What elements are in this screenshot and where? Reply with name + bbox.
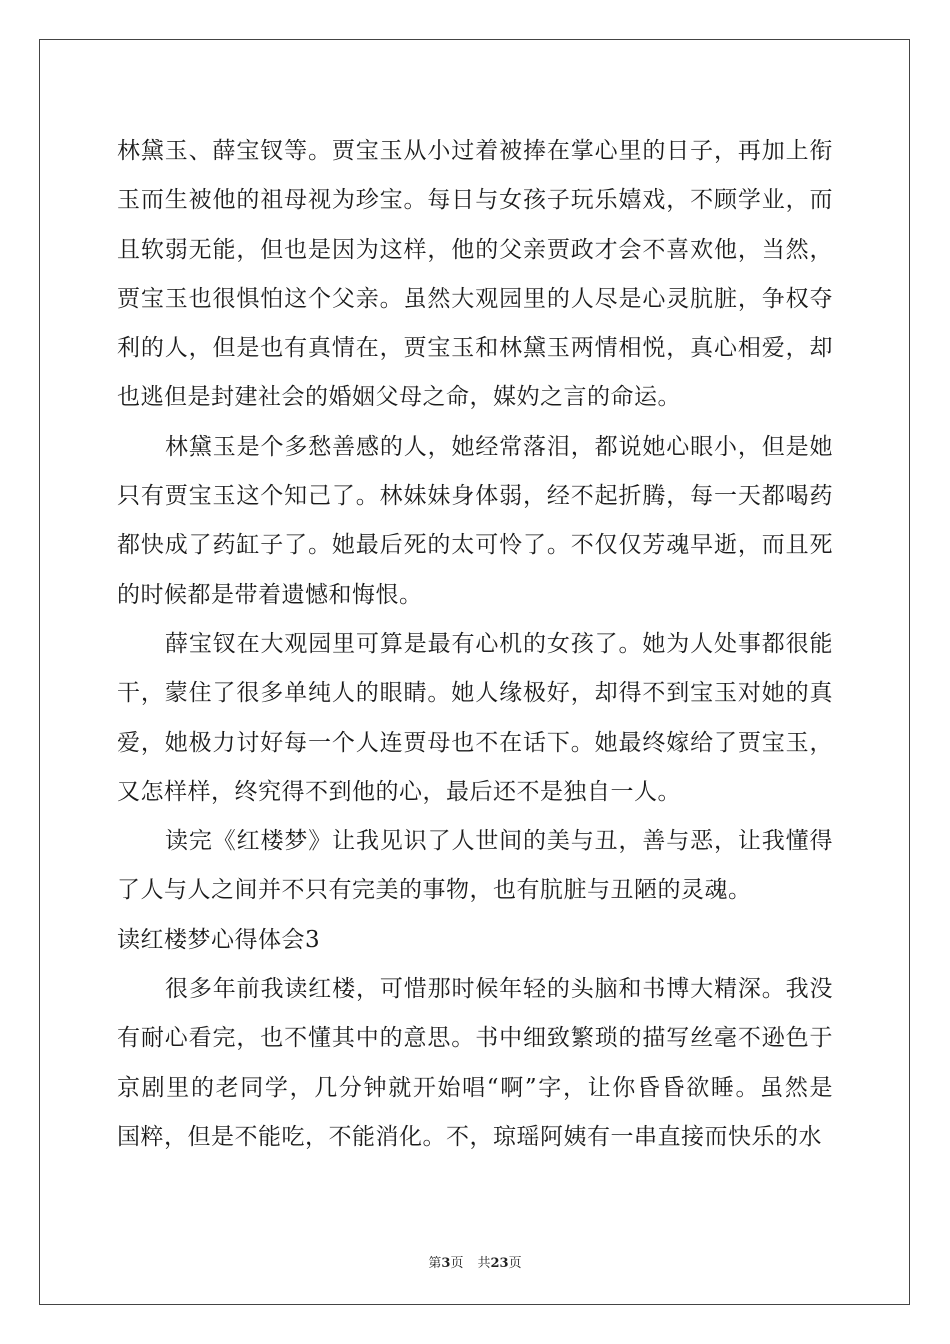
paragraph-line: 很多年前我读红楼，可惜那时候年轻的头脑和书博大精深。我没 <box>165 976 833 1003</box>
document-body <box>117 127 833 1162</box>
paragraph-line: 都快成了药缸子了。她最后死的太可怜了。不仅仅芳魂早逝，而且死 <box>117 532 833 559</box>
section-heading: 读红楼梦心得体会3 <box>117 926 321 953</box>
footer-total-prefix: 共 <box>477 1256 491 1271</box>
paragraph-line: 国粹，但是不能吃，不能消化。不，琼瑶阿姨有一串直接而快乐的水 <box>117 1123 822 1150</box>
paragraph-line: 薛宝钗在大观园里可算是最有心机的女孩了。她为人处事都很能 <box>165 630 833 657</box>
footer-total-pages: 23 <box>490 1256 509 1271</box>
paragraph-line: 干，蒙住了很多单纯人的眼睛。她人缘极好，却得不到宝玉对她的真 <box>117 680 833 707</box>
page-footer <box>0 1252 950 1271</box>
paragraph-line: 只有贾宝玉这个知己了。林妹妹身体弱，经不起折腾，每一天都喝药 <box>117 483 833 510</box>
paragraph-line: 读完《红楼梦》让我见识了人世间的美与丑，善与恶，让我懂得 <box>165 828 833 855</box>
paragraph-line: 京剧里的老同学，几分钟就开始唱“啊”字，让你昏昏欲睡。虽然是 <box>117 1074 833 1101</box>
footer-page-number: 3 <box>441 1256 451 1271</box>
paragraph-line: 的时候都是带着遗憾和悔恨。 <box>117 581 423 608</box>
paragraph-line: 林黛玉是个多愁善感的人，她经常落泪，都说她心眼小，但是她 <box>165 433 833 460</box>
paragraph-line: 又怎样样，终究得不到他的心，最后还不是独自一人。 <box>117 778 681 805</box>
paragraph-line: 贾宝玉也很惧怕这个父亲。虽然大观园里的人尽是心灵肮脏，争权夺 <box>117 285 833 312</box>
footer-page-suffix: 页 <box>450 1256 464 1271</box>
footer-page-prefix: 第 <box>428 1256 442 1271</box>
paragraph-line: 了人与人之间并不只有完美的事物，也有肮脏与丑陋的灵魂。 <box>117 877 752 904</box>
paragraph-line: 也逃但是封建社会的婚姻父母之命，媒妁之言的命运。 <box>117 384 681 411</box>
paragraph-line: 利的人，但是也有真情在，贾宝玉和林黛玉两情相悦，真心相爱，却 <box>117 335 833 362</box>
footer-total-suffix: 页 <box>508 1256 522 1271</box>
paragraph-line: 且软弱无能，但也是因为这样，他的父亲贾政才会不喜欢他，当然， <box>117 236 833 263</box>
paragraph-line: 爱，她极力讨好每一个人连贾母也不在话下。她最终嫁给了贾宝玉， <box>117 729 833 756</box>
paragraph-line: 玉而生被他的祖母视为珍宝。每日与女孩子玩乐嬉戏，不顾学业，而 <box>117 187 833 214</box>
paragraph-line: 有耐心看完，也不懂其中的意思。书中细致繁琐的描写丝毫不逊色于 <box>117 1025 833 1052</box>
paragraph-line: 林黛玉、薛宝钗等。贾宝玉从小过着被捧在掌心里的日子，再加上衔 <box>117 138 833 164</box>
